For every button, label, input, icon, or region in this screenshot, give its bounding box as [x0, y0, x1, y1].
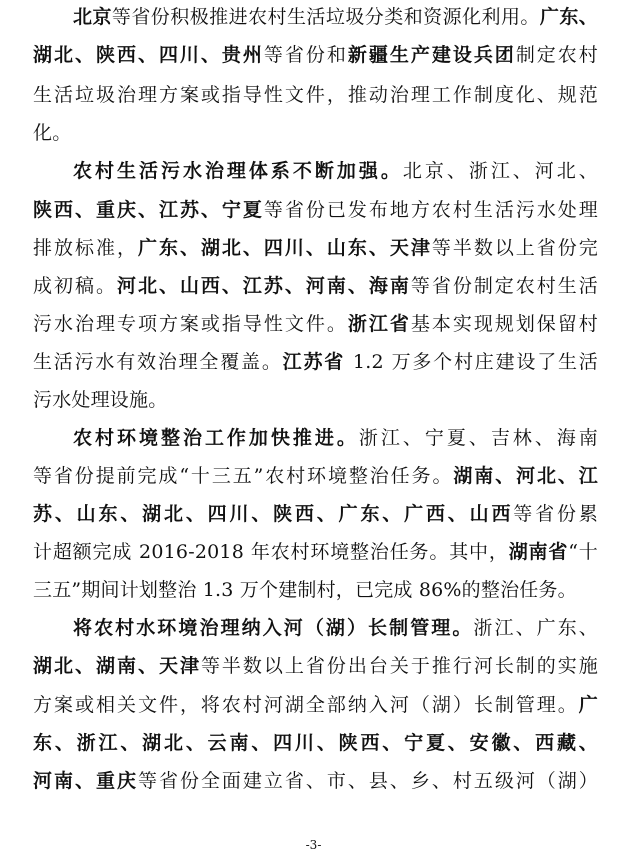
text-run: 浙江、宁夏、吉林、海南 [358, 427, 598, 449]
text-run: 1.2 万多个村庄建设了生活 [345, 351, 599, 373]
bold-text-run: 农村生活污水治理体系不断加强。 [73, 160, 403, 182]
text-line [33, 762, 598, 800]
text-line [33, 36, 598, 74]
text-run: 等省份制定农村生活 [410, 275, 598, 297]
text-line [33, 229, 598, 267]
text-run: 生活污水有效治理全覆盖。 [33, 351, 283, 373]
bold-text-run: 新疆生产建设兵团 [347, 44, 516, 66]
bold-text-run: 广东、湖北、四川、山东、天津 [137, 237, 432, 259]
text-line [73, 609, 598, 647]
text-run: 等省份累 [513, 503, 598, 525]
text-run: 等省份和 [263, 44, 348, 66]
text-line [73, 419, 598, 457]
bold-text-run: 江苏省 [282, 351, 346, 373]
bold-text-run: 湖北、湖南、天津 [33, 655, 201, 677]
text-run: 方案或相关文件，将农村河湖全部纳入河（湖）长制管理。 [33, 694, 579, 716]
text-line [33, 686, 598, 724]
bold-text-run: 湖北、陕西、四川、贵州 [33, 44, 264, 66]
text-run: 等半数以上省份完 [431, 237, 598, 259]
text-line [73, 152, 598, 190]
text-line [33, 191, 598, 229]
text-line [33, 647, 598, 685]
text-line [73, 0, 598, 36]
text-run: 制定农村 [515, 44, 598, 66]
text-line [33, 533, 598, 571]
bold-text-run: 陕西、重庆、江苏、宁夏 [33, 199, 264, 221]
text-run: 等半数以上省份出台关于推行河长制的实施 [200, 655, 598, 677]
bold-text-run: 苏、山东、湖北、四川、陕西、广东、广西、山西 [33, 503, 514, 525]
bold-text-run: 东、浙江、湖北、云南、四川、陕西、宁夏、安徽、西藏、 [33, 732, 598, 754]
bold-text-run: 河北、山西、江苏、河南、海南 [116, 275, 411, 297]
text-line [33, 724, 598, 762]
text-line [33, 305, 598, 343]
text-line [33, 343, 598, 381]
text-run: 三五”期间计划整治 1.3 万个建制村，已完成 86%的整治任务。 [33, 579, 577, 601]
page-number: -3- [305, 838, 322, 852]
text-line [33, 114, 598, 152]
text-run: 北京、浙江、河北、 [402, 160, 598, 182]
text-run: 污水处理设施。 [33, 389, 168, 411]
bold-text-run: 广东、 [539, 6, 598, 28]
bold-text-run: 农村环境整治工作加快推进。 [73, 427, 359, 449]
text-run: 成初稿。 [33, 275, 117, 297]
text-run: 污水治理专项方案或指导性文件。 [33, 313, 348, 335]
bold-text-run: 湖南省 [508, 541, 569, 563]
text-line [33, 457, 598, 495]
bold-text-run: 广 [578, 694, 598, 716]
bold-text-run: 北京 [73, 6, 112, 28]
bold-text-run: 将农村水环境治理纳入河（湖）长制管理。 [73, 617, 474, 639]
text-line [33, 267, 598, 305]
text-run: 计超额完成 2016-2018 年农村环境整治任务。其中， [33, 541, 509, 563]
text-run: 基本实现规划保留村 [410, 313, 598, 335]
text-line [33, 76, 598, 114]
text-run: 排放标准， [33, 237, 138, 259]
text-run: “十 [568, 541, 598, 563]
text-run: 生活垃圾治理方案或指导性文件，推动治理工作制度化、规范 [33, 84, 598, 106]
text-line [33, 571, 598, 609]
text-run: 化。 [33, 122, 72, 144]
text-run: 等省份全面建立省、市、县、乡、村五级河（湖） [137, 770, 598, 792]
bold-text-run: 河南、重庆 [33, 770, 138, 792]
bold-text-run: 湖南、河北、江 [453, 465, 598, 487]
text-run: 等省份积极推进农村生活垃圾分类和资源化利用。 [111, 6, 540, 28]
text-run: 等省份已发布地方农村生活污水处理 [263, 199, 599, 221]
text-run: 浙江、广东、 [473, 617, 598, 639]
text-line [33, 495, 598, 533]
text-line [33, 381, 598, 419]
bold-text-run: 浙江省 [347, 313, 411, 335]
text-run: 等省份提前完成“十三五”农村环境整治任务。 [33, 465, 454, 487]
